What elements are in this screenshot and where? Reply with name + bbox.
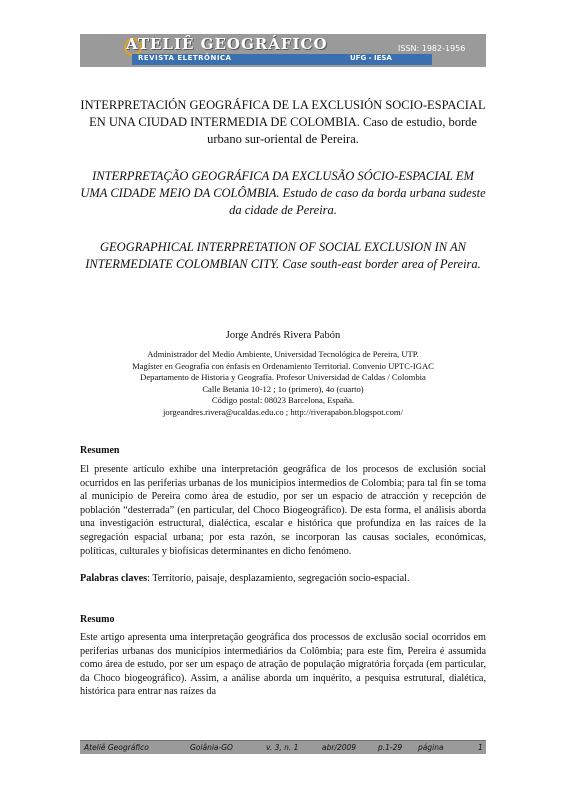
resumen-heading: Resumen bbox=[80, 445, 120, 456]
resumo-heading: Resumo bbox=[80, 614, 115, 625]
journal-logo-title: ATELIÊ GEOGRÁFICO bbox=[126, 35, 328, 53]
affiliation-line: jorgeandres.rivera@ucaldas.edu.co ; http://riverapabon.blogspot.com/ bbox=[163, 406, 403, 417]
keywords-label: Palabras claves bbox=[80, 573, 148, 584]
keywords-text: : Territorio, paisaje, desplazamiento, segregación socio-espacial. bbox=[147, 573, 410, 584]
author-name: Jorge Andrés Rivera Pabón bbox=[225, 330, 341, 341]
footer-page-number: 1 bbox=[478, 743, 483, 752]
resumo-body: Este artigo apresenta uma interpretação geográfica dos processos de exclusão social ocorridos em periferias urbanas dos municípios intermediários da Colômbia; para este fim, Pereira é assumida como área de estudo, por ser um espaço de atração de população migratória forçada (em particular, da Choco biogeográfico). Assim, a análise aborda um inquérito, a pesquisa estrutural, dialética, histórica para entrar nas raízes da bbox=[80, 632, 486, 698]
journal-banner bbox=[80, 34, 486, 67]
affiliation-line: Departamento de Historia y Geografía. Profesor Universidad de Caldas / Colombia bbox=[140, 372, 426, 382]
keywords-line bbox=[80, 572, 486, 586]
title-spanish: INTERPRETACIÓN GEOGRÁFICA DE LA EXCLUSIÓN SOCIO-ESPACIAL EN UNA CIUDAD INTERMEDIA DE COLOMBIA. Caso de estudio, borde urbano sur-oriental de Pereira. bbox=[80, 98, 486, 146]
affiliation-line: Magíster en Geografía con énfasis en Ordenamiento Territorial. Convenio UPTC-IGAC bbox=[132, 360, 434, 371]
footer-date: abr/2009 bbox=[322, 743, 357, 752]
journal-logo-institution: UFG - IESA bbox=[350, 54, 392, 62]
footer-volume: v. 3, n. 1 bbox=[266, 743, 299, 752]
title-english: GEOGRAPHICAL INTERPRETATION OF SOCIAL EXCLUSION IN AN INTERMEDIATE COLOMBIAN CITY. Case south-east border area of Pereira. bbox=[85, 240, 481, 271]
author-affiliation bbox=[80, 349, 486, 418]
title-portuguese: INTERPRETAÇÃO GEOGRÁFICA DA EXCLUSÃO SÓCIO-ESPACIAL EM UMA CIDADE MEIO DA COLÔMBIA. Estudo de caso da borda urbana sudeste da cidade de Pereira. bbox=[80, 169, 486, 217]
journal-logo-subtitle: REVISTA ELETRÔNICA bbox=[138, 54, 232, 62]
affiliation-line: Calle Betania 10-12 ; 1o (primero), 4o (cuarto) bbox=[202, 383, 364, 394]
resumen-body: El presente artículo exhibe una interpretación geográfica de los procesos de exclusión social ocurridos en las periferias urbanas de los municipios intermedios de Colombia; para tal fin se toma al municipio de Pereira como área de estudio, por ser un espacio de atracción y recepción de población “desterrada” (en particular, del Choco Biogeográfico). De esta forma, el análisis aborda una investigación estructural, dialéctica, escalar e histórica que profundiza en las raíces de la segregación espacial urbana; por esta razón, se incorporan las causas sociales, económicas, políticas, culturales y biofísicas determinantes en dicho fenómeno. bbox=[80, 464, 486, 557]
affiliation-line: Código postal: 08023 Barcelona, España. bbox=[211, 395, 355, 405]
footer-place: Goiânia-GO bbox=[190, 743, 233, 752]
page-footer bbox=[80, 740, 486, 754]
affiliation-line: Administrador del Medio Ambiente, Universidad Tecnológica de Pereira, UTP. bbox=[147, 349, 419, 359]
footer-journal: Ateliê Geográfico bbox=[84, 743, 149, 752]
issn-label: ISSN: 1982-1956 bbox=[398, 44, 466, 53]
footer-page-label: página bbox=[418, 743, 444, 752]
footer-pages: p.1-29 bbox=[378, 743, 403, 752]
